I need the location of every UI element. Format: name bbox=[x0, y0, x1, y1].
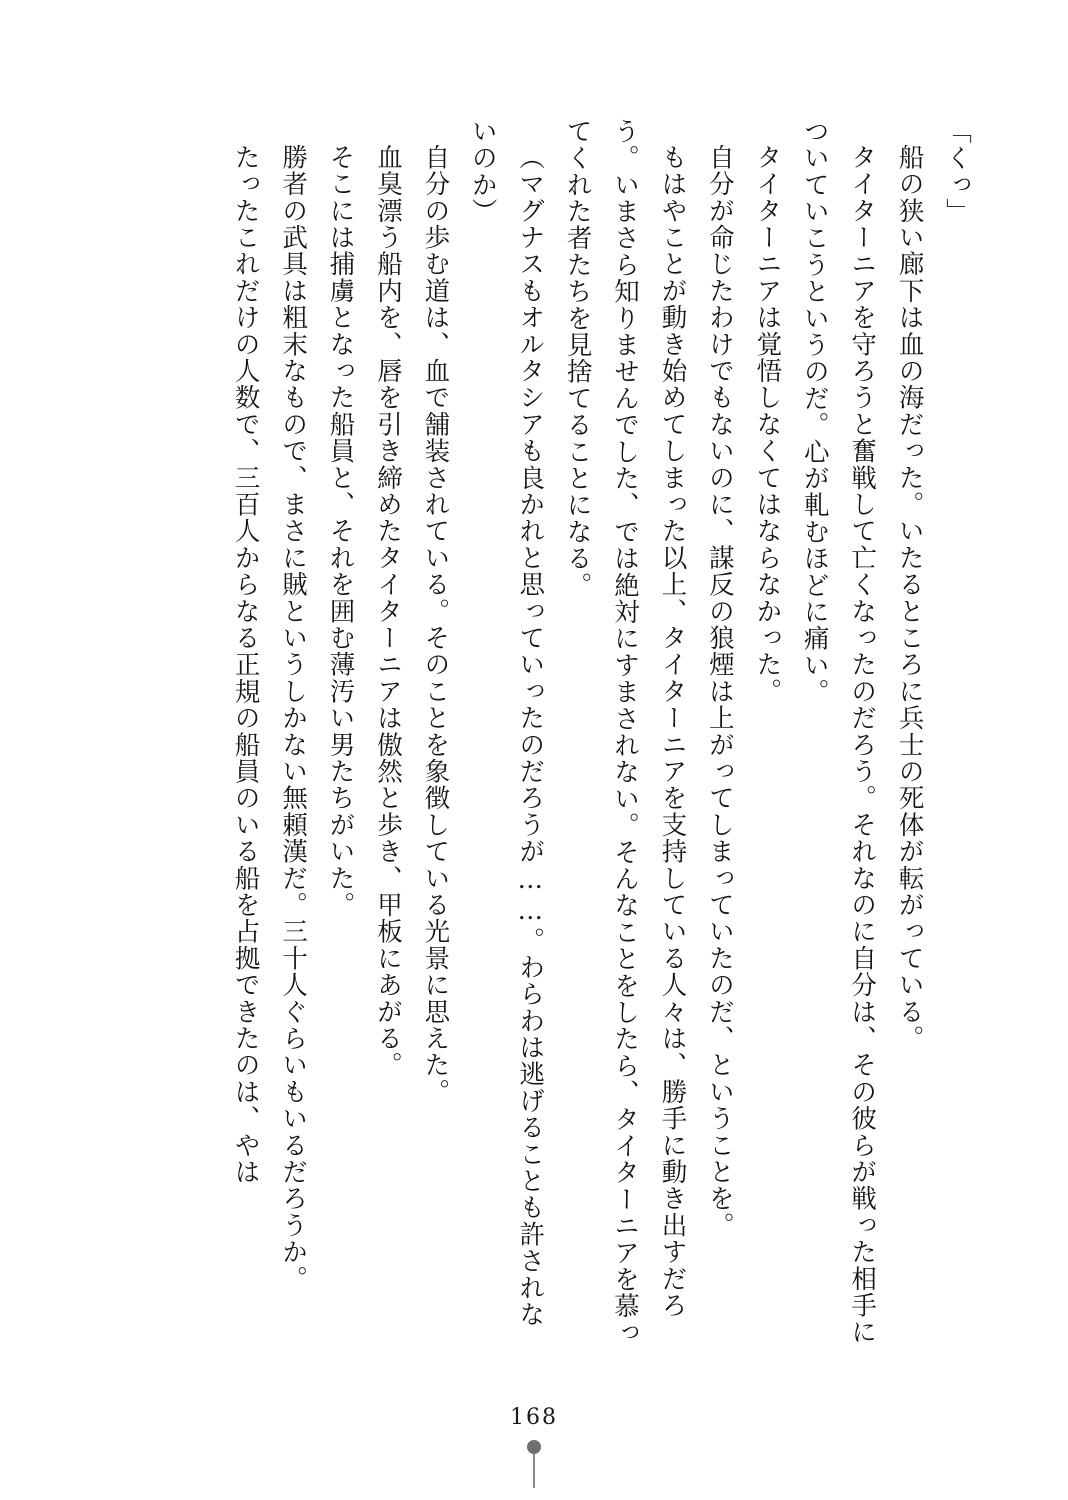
page-text-body bbox=[110, 118, 980, 1348]
paragraph: 勝者の武具は粗末なもので、まさに賊というしかない無頼漢だ。三十人ぐらいもいるだろうか。 bbox=[278, 144, 309, 1293]
paragraph: タイターニアは覚悟しなくてはならなかった。 bbox=[752, 144, 783, 705]
paragraph: 自分が命じたわけでもないのに、謀反の狼煙は上がってしまっていたのだ、ということを。 bbox=[704, 144, 735, 1239]
paragraph: そこには捕虜となった船員と、それを囲む薄汚い男たちがいた。 bbox=[325, 144, 356, 919]
paragraph: 血臭漂う船内を、唇を引き締めたタイターニアは傲然と歩き、甲板にあがる。 bbox=[372, 144, 403, 1079]
paragraph: タイターニアを守ろうと奮戦して亡くなったのだろう。それなのに自分は、その彼らが戦った相手についていこうというのだ。心が軋むほどに痛い。 bbox=[799, 118, 878, 1346]
footer-stem-icon bbox=[533, 1454, 535, 1488]
paragraph: もはやことが動き始めてしまった以上、タイターニアを支持している人々は、勝手に動き出すだろう。いまさら知りませんでした、では絶対にすまされない。そんなことをしたら、タイターニアを慕ってくれた者たちを見捨てることになる。 bbox=[562, 118, 688, 1347]
paragraph: （マグナスもオルタシアも良かれと思っていったのだろうが……。わらわは逃げることも許されないのか） bbox=[467, 118, 546, 1328]
footer-ornament-icon bbox=[527, 1440, 541, 1488]
paragraph: 「くっ」 bbox=[942, 118, 972, 225]
page-number: 168 bbox=[510, 1405, 558, 1430]
paragraph: 船の狭い廊下は血の海だった。いたるところに兵士の死体が転がっている。 bbox=[894, 144, 925, 1052]
footer-dot-icon bbox=[527, 1440, 541, 1454]
paragraph: 自分の歩む道は、血で舗装されている。そのことを象徴している光景に思えた。 bbox=[420, 144, 451, 1106]
paragraph: たったこれだけの人数で、三百人からなる正規の船員のいる船を占拠できたのは、やは bbox=[230, 144, 261, 1186]
